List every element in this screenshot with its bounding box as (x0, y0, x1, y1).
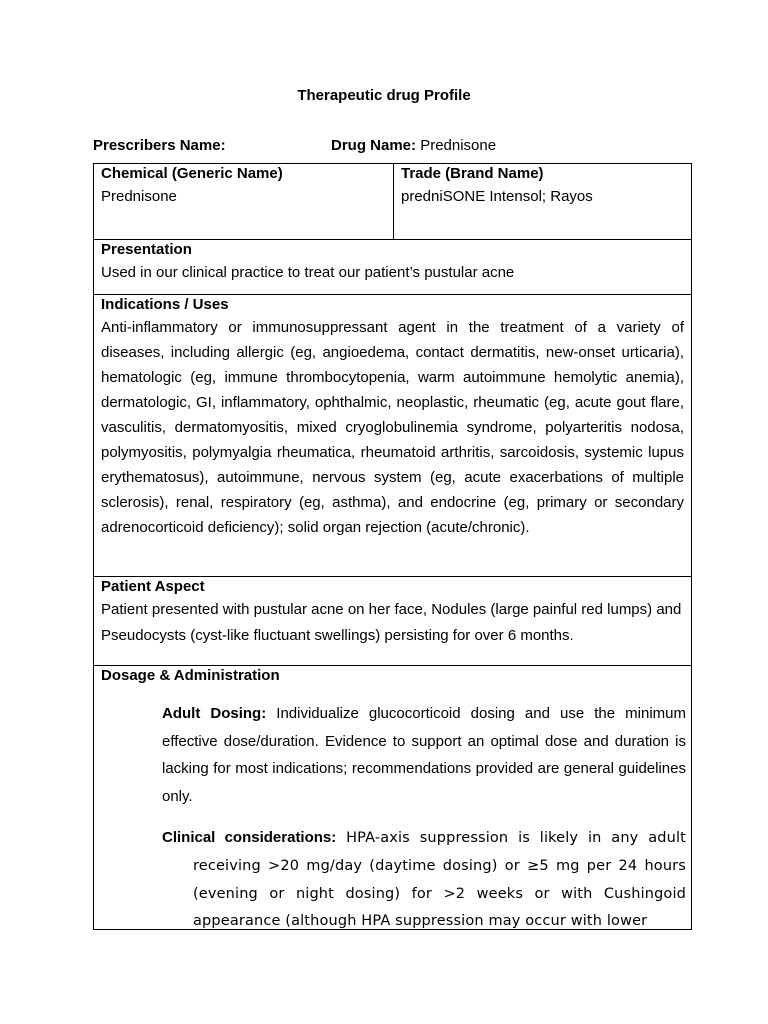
presentation-heading: Presentation (101, 241, 192, 258)
chemical-value: Prednisone (101, 188, 177, 205)
trade-cell (394, 164, 691, 239)
trade-heading: Trade (Brand Name) (401, 165, 544, 182)
clinical-considerations-paragraph (162, 824, 686, 930)
drug-name-label: Drug Name: (331, 137, 417, 154)
adult-dosing-text: Individualize glucocorticoid dosing and use the minimum effective dose/duration. Evidence to support an optimal dose and duration is lacking for most indications; recommendations provided are general guidelines only. (162, 705, 686, 805)
presentation-section (93, 239, 692, 295)
drug-name-field (331, 137, 496, 154)
patient-aspect-heading: Patient Aspect (101, 578, 205, 595)
adult-dosing-label: Adult Dosing: (162, 705, 267, 722)
indications-heading: Indications / Uses (101, 296, 229, 313)
indications-section (93, 294, 692, 577)
dosage-section (93, 665, 692, 930)
prescriber-name-label: Prescribers Name: (93, 137, 226, 154)
clinical-considerations-block (162, 824, 686, 930)
dosage-heading: Dosage & Administration (101, 667, 280, 684)
indications-text: Anti-inflammatory or immunosuppressant agent in the treatment of a variety of diseases, including allergic (eg, angioedema, contact dermatitis, new-onset urticaria), hematologic (eg, immune thrombocytopenia, warm autoimmune hemolytic anemia), dermatologic, GI, inflammatory, ophthalmic, neoplastic, rheumatic (eg, acute gout flare, vasculitis, dermatomyositis, mixed cryoglobulinemia syndrome, polyarteritis nodosa, polymyositis, polymyalgia rheumatica, rheumatoid arthritis, sarcoidosis, systemic lupus erythematosus), autoimmune, nervous system (eg, acute exacerbations of multiple sclerosis), renal, respiratory (eg, asthma), and endocrine (eg, primary or secondary adrenocorticoid deficiency); solid organ rejection (acute/chronic). (101, 319, 684, 536)
clinical-considerations-text: HPA-axis suppression is likely in any adult receiving >20 mg/day (daytime dosing) or ≥5 mg per 24 hours (evening or night dosing) for >2 weeks or with Cushingoid appearance (although HPA suppression may occur with lower (193, 830, 686, 930)
adult-dosing-paragraph (162, 700, 686, 810)
patient-aspect-text: Patient presented with pustular acne on her face, Nodules (large painful red lumps) and Pseudocysts (cyst-like fluctuant swellings) persisting for over 6 months. (101, 601, 682, 644)
chemical-heading: Chemical (Generic Name) (101, 165, 283, 182)
clinical-considerations-label: Clinical considerations: (162, 829, 337, 846)
names-row (93, 163, 692, 240)
presentation-text: Used in our clinical practice to treat our patient’s pustular acne (101, 264, 515, 281)
trade-value: predniSONE Intensol; Rayos (401, 188, 593, 205)
page-title: Therapeutic drug Profile (297, 87, 471, 104)
adult-dosing-block (162, 700, 686, 810)
patient-aspect-section (93, 576, 692, 666)
chemical-cell (94, 164, 394, 239)
drug-name-value: Prednisone (420, 137, 497, 154)
